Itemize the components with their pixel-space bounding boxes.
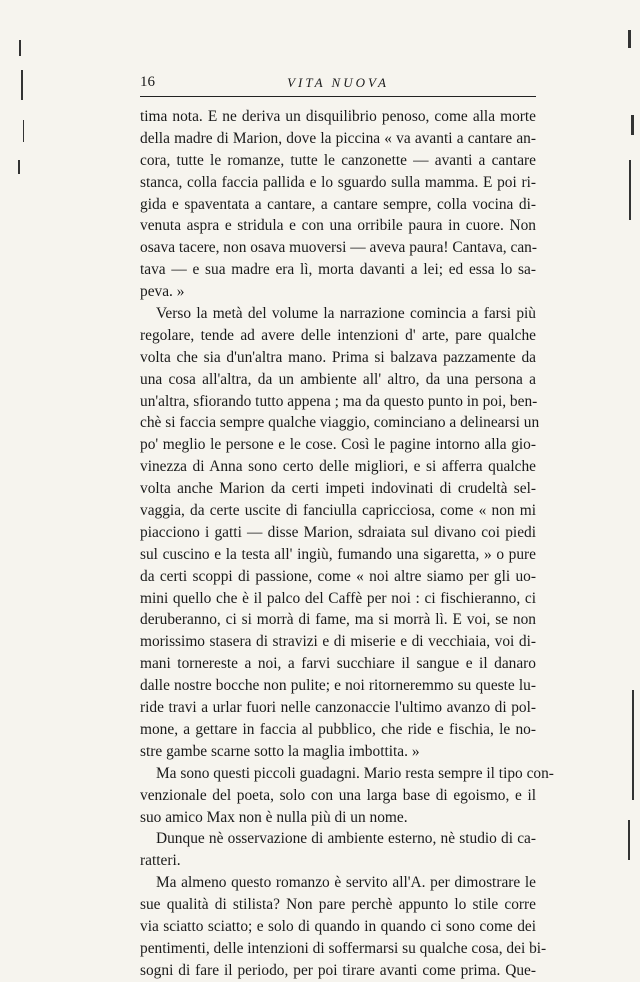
- text-line: peva. »: [140, 283, 185, 301]
- text-line: chè si faccia sempre qualche viaggio, cominciano a delinearsi un: [140, 414, 540, 432]
- scan-artifact: [19, 40, 21, 56]
- scan-artifact: [632, 690, 634, 800]
- text-line: sul cuscino e la testa all' ingiù, fumando una sigaretta, » o pure: [140, 545, 536, 563]
- text-line: mone, a gettare in faccia al pubblico, che ride e fischia, le no-: [140, 720, 536, 738]
- text-line: vaggia, da certe uscite di fanciulla capricciosa, come « non mi: [140, 502, 536, 520]
- scan-artifact: [631, 115, 634, 135]
- text-line: sogni di fare il periodo, per poi tirare avanti come prima. Que-: [140, 961, 536, 979]
- text-line: venzionale del poeta, solo con una larga base di egoismo, e il: [140, 786, 536, 804]
- text-line: Verso la metà del volume la narrazione comincia a farsi più: [156, 305, 536, 323]
- scan-artifact: [628, 820, 630, 860]
- text-line: tava — e sua madre era lì, morta davanti a lei; ed essa lo sa-: [140, 261, 536, 279]
- text-line: tima nota. E ne deriva un disquilibrio penoso, come alla morte: [140, 108, 536, 125]
- text-line: una cosa all'altra, da un ambiente all' altro, da una persona a: [140, 370, 536, 388]
- scan-artifact: [628, 30, 631, 48]
- text-line: cora, tutte le romanze, tutte le canzonette — avanti a cantare: [140, 151, 536, 169]
- text-line: po' meglio le persone e le cose. Così le pagine intorno alla gio-: [140, 436, 536, 454]
- text-line: mini quello che è il palco del Caffè per noi : ci fischieranno, ci: [140, 589, 536, 607]
- scan-artifact: [629, 160, 631, 220]
- text-line: volta che sia d'un'altra mano. Prima si balzava pazzamente da: [140, 348, 536, 366]
- text-line: regolare, tende ad avere delle intenzioni d' arte, pare qualche: [140, 326, 536, 344]
- text-line: suo amico Max non è nulla più di un nome.: [140, 808, 408, 826]
- text-line: un'altra, sfiorando tutto appena ; ma da questo punto in poi, ben-: [140, 392, 538, 410]
- page-header: [140, 72, 536, 97]
- text-line: Dunque nè osservazione di ambiente esterno, nè studio di ca-: [156, 830, 536, 848]
- scan-artifact: [18, 160, 20, 174]
- page-number: 16: [140, 74, 155, 90]
- text-line: piacciono i gatti — disse Marion, sdraiata sul divano coi piedi: [140, 523, 536, 541]
- text-line: osava tacere, non osava muoversi — aveva paura! Cantava, can-: [140, 239, 537, 257]
- text-line: da certi scoppi di passione, come « noi altre siamo per gli uo-: [140, 567, 536, 585]
- text-line: vinezza di Anna sono certo delle migliori, e si afferra qualche: [140, 458, 536, 476]
- text-line: sue qualità di stilista? Non pare perchè appunto lo stile corre: [140, 896, 536, 914]
- text-line: mani tornereste a noi, a farvi succhiare il sangue e il danaro: [140, 655, 536, 673]
- scan-artifact: [21, 70, 23, 100]
- text-line: dalle nostre bocche non pulite; e noi ritorneremmo su queste lu-: [140, 677, 536, 695]
- text-line: della madre di Marion, dove la piccina « va avanti a cantare an-: [140, 129, 536, 147]
- text-line: morissimo stasera di stravizi e di miserie e di vecchiaia, voi di-: [140, 633, 536, 651]
- text-line: Ma almeno questo romanzo è servito all'A. per dimostrare le: [156, 874, 536, 892]
- text-line: stanca, colla faccia pallida e lo sguardo sulla mamma. E poi ri-: [140, 173, 536, 191]
- running-title: VITA NUOVA: [287, 75, 389, 90]
- text-line: Ma sono questi piccoli guadagni. Mario resta sempre il tipo con-: [156, 764, 554, 782]
- text-line: pentimenti, delle intenzioni di soffermarsi su qualche cosa, dei bi-: [140, 939, 547, 957]
- text-line: via sciatto sciatto; e solo di quando in quando ci sono come dei: [140, 917, 536, 935]
- text-line: venuta aspra e stridula e con una orribile paura in cuore. Non: [140, 217, 536, 235]
- text-line: gida e spaventata a cantare, a cantare sempre, colla vocina di-: [140, 195, 536, 213]
- text-line: volta anche Marion da certi impeti indovinati di crudeltà sel-: [140, 480, 536, 498]
- text-line: ratteri.: [140, 852, 181, 870]
- body-text: [140, 106, 554, 982]
- scan-artifact: [23, 120, 24, 142]
- text-line: ride travi a urlar fuori nelle canzonaccie l'ultimo avanzo di pol-: [140, 699, 536, 717]
- text-line: deruberanno, ci si morrà di fame, ma si morrà lì. E voi, se non: [140, 611, 536, 629]
- text-line: stre gambe scarne sotto la maglia imbottita. »: [140, 742, 420, 760]
